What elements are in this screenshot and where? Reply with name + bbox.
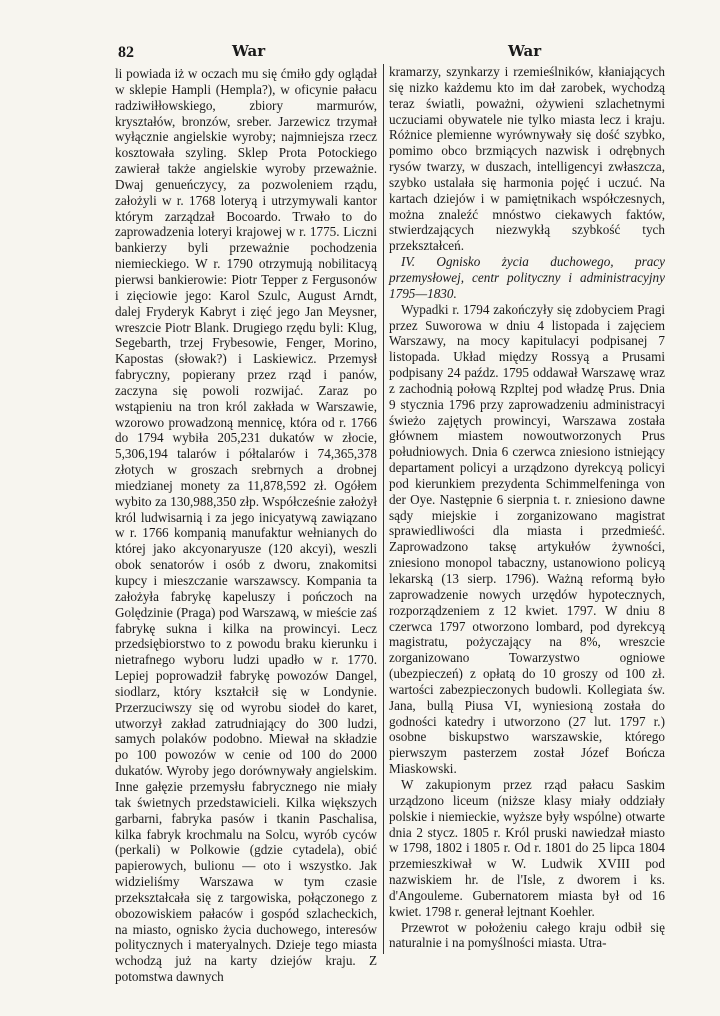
paragraph: Wypadki r. 1794 zakończyły się zdobyciem Pragi przez Suworowa w dniu 4 listopada i zajęciem Warszawy, na mocy kapitulacyi podpisanej 7 listopada. Układ między Rossyą a Prusami podpisany 24 paźdz. 1795 oddawał Warszawę wraz z zachodnią połową Rzpltej pod władzę Prus. Dnia 9 stycznia 1796 przy zaprowadzeniu administracyi świeżo zajętych prowincyi, Warszawa została głównem miastem nowoutworzonych Prus południowych. Dnia 6 czerwca zniesiono istniejący departament policyi a urządzono dyrekcyą policyi pod kierunkiem prezydenta Schimmelfeninga von der Oye. Następnie 6 sierpnia t. r. zniesiono dawne sądy miejskie i zorganizowano magistrat sprawiedliwości dla miasta i przedmieść. Zaprowadzono taksę artykułów żywności, zniesiono monopol tabaczny, ustanowiono policyą lekarską (13 sierp. 1796). Ważną reformą było zaprowadzenie nowych urzędów hypotecznych, rozporządzeniem z 12 kwiet. 1797. W dniu 8 czerwca 1797 otworzono lombard, pod dyrekcyą magistratu, pożyczający na 8%, wreszcie zorganizowano Towarzystwo ogniowe (ubezpieczeń) z opłatą do 10 groszy od 100 zł. wartości zabezpieczonych budowli. Kollegiata św. Jana, bullą Piusa VI, wyniesioną została do godności katedry i utworzono (27 lut. 1797 r.) osobne biskupstwo warszawskie, którego pierwszym pasterzem został Józef Bończa Miaskowski.: [389, 301, 665, 777]
paragraph: kramarzy, szynkarzy i rzemieślników, kłaniających się nizko każdemu kto im dał zarobek, wychodzą teraz światli, poważni, ożywieni szlachetnymi uczuciami obywatele nie tylko miasta lecz i kraju. Różnice plemienne wyrównywały się dość szybko, pomimo obco brzmiących nazwisk i odrębnych rysów twarzy, w duszach, intelligencyi zwłaszcza, szybko ustalała się harmonia pojęć i uczuć. Na kartach dziejów i w pamiętnikach współczesnych, można znaleźć mnóstwo ciekawych faktów, stwierdzających niezwykłą szybkość tych przekształceń.: [389, 64, 665, 254]
section-heading: IV. Ognisko życia duchowego, pracy przemysłowej, centr polityczny i administracyjny 1795—1830.: [389, 254, 665, 301]
running-head-right: War: [508, 42, 542, 60]
left-column: [115, 66, 377, 985]
paragraph: Przewrot w położeniu całego kraju odbił się naturalnie i na pomyślności miasta. Utra-: [389, 919, 665, 951]
right-column: [389, 64, 665, 951]
column-divider: [383, 64, 384, 954]
running-head-left: War: [232, 42, 266, 60]
paragraph: W zakupionym przez rząd pałacu Saskim urządzono liceum (niższe klasy miały oddziały polskie i niemieckie, wyższe były wspólne) otwarte dnia 2 stycz. 1805 r. Król pruski nawiedzał miasto w 1798, 1802 i 1805 r. Od r. 1801 do 25 lipca 1804 przemieszkiwał w W. Ludwik XVIII pod nazwiskiem hr. de l'Isle, z dworem i ks. d'Angouleme. Gubernatorem miasta był od 16 kwiet. 1798 r. generał lejtnant Koehler.: [389, 776, 665, 919]
page-number: 82: [118, 44, 134, 61]
paragraph: li powiada iż w oczach mu się ćmiło gdy oglądał w sklepie Hampli (Hempla?), w oficynie pałacu radziwiłłowskiego, zbiory marmurów, kryształów, bronzów, sreber. Jarzewicz trzymał wyłącznie angielskie wyroby; najmniejsza rzecz kosztowała szyling. Sklep Prota Potockiego zawierał także angielskie wyroby przeważnie. Dwaj genueńczycy, za pozwoleniem rządu, założyli w r. 1768 loteryą i utrzymywali kantor którym zarządzał Bocoardo. Trwało to do zaprowadzenia loteryi krajowej w r. 1775. Liczni bankierzy byli przeważnie pochodzenia niemieckiego. W r. 1790 otrzymują nobilitacyą pierwsi bankierowie: Piotr Tepper z Fergusonów i zięciowie jego: Karol Szulc, August Arndt, dalej Fryderyk Kabryt i zięć jego Jan Meysner, wreszcie Piotr Blank. Drugiego rzędu byli: Klug, Segebarth, trzej Frybesowie, Fenger, Morino, Kapostas (słowak?) i Laskiewicz. Przemysł fabryczny, popierany przez rząd i panów, zaczyna się powoli rozwijać. Zaraz po wstąpieniu na tron król zakłada w Warszawie, wzorowo prowadzoną mennicę, która od r. 1766 do 1794 wybiła 205,231 dukatów w złocie, 5,306,194 talarów i półtalarów i 74,365,378 złotych w groszach srebrnych a drobnej miedzianej monety za 11,878,592 zł. Ogółem wybito za 130,988,350 złp. Współcześnie założył król ludwisarnią i za jego inicyatywą zawiązano w r. 1766 kompanią manufaktur wełnianych do której jako akcyonaryusze (120 akcyi), weszli obok senatorów i osób z dworu, znakomitsi kupcy i mieszczanie warszawscy. Kompania ta założyła fabrykę kapeluszy i pończoch na Golędzinie (Praga) pod Warszawą, w mieście zaś fabrykę sukna i kilka na prowincyi. Lecz przedsiębiorstwo to z powodu braku kierunku i nietrafnego wyboru ludzi upadło w r. 1770. Lepiej poprowadził fabrykę powozów Dangel, siodlarz, który kształcił się w Londynie. Przerzuciwszy się od wyrobu siodeł do karet, utworzył zakład zatrudniający do 300 ludzi, samych polaków podobno. Miewał na składzie po 100 powozów w cenie od 100 do 2000 dukatów. Wyroby jego dorównywały angielskim. Inne gałęzie przemysłu fabrycznego nie miały tak świetnych przedstawicieli. Kilka większych garbarni, fabryka pasów i tkanin Paschalisa, kilka fabryk krochmalu na Solcu, wyrób cyców (perkali) w Polkowie (gdzie cytadela), obić papierowych, bulionu — oto i wszystko. Jak widzieliśmy Warszawa w tym czasie przekształcała się z targowiska, połączonego z obozowiskiem pałaców i gospód szlacheckich, na miasto, ognisko życia duchowego, interesów politycznych i materyalnych. Dzieje tego miasta wchodzą już na karty dziejów kraju. Z potomstwa dawnych: [115, 66, 377, 985]
